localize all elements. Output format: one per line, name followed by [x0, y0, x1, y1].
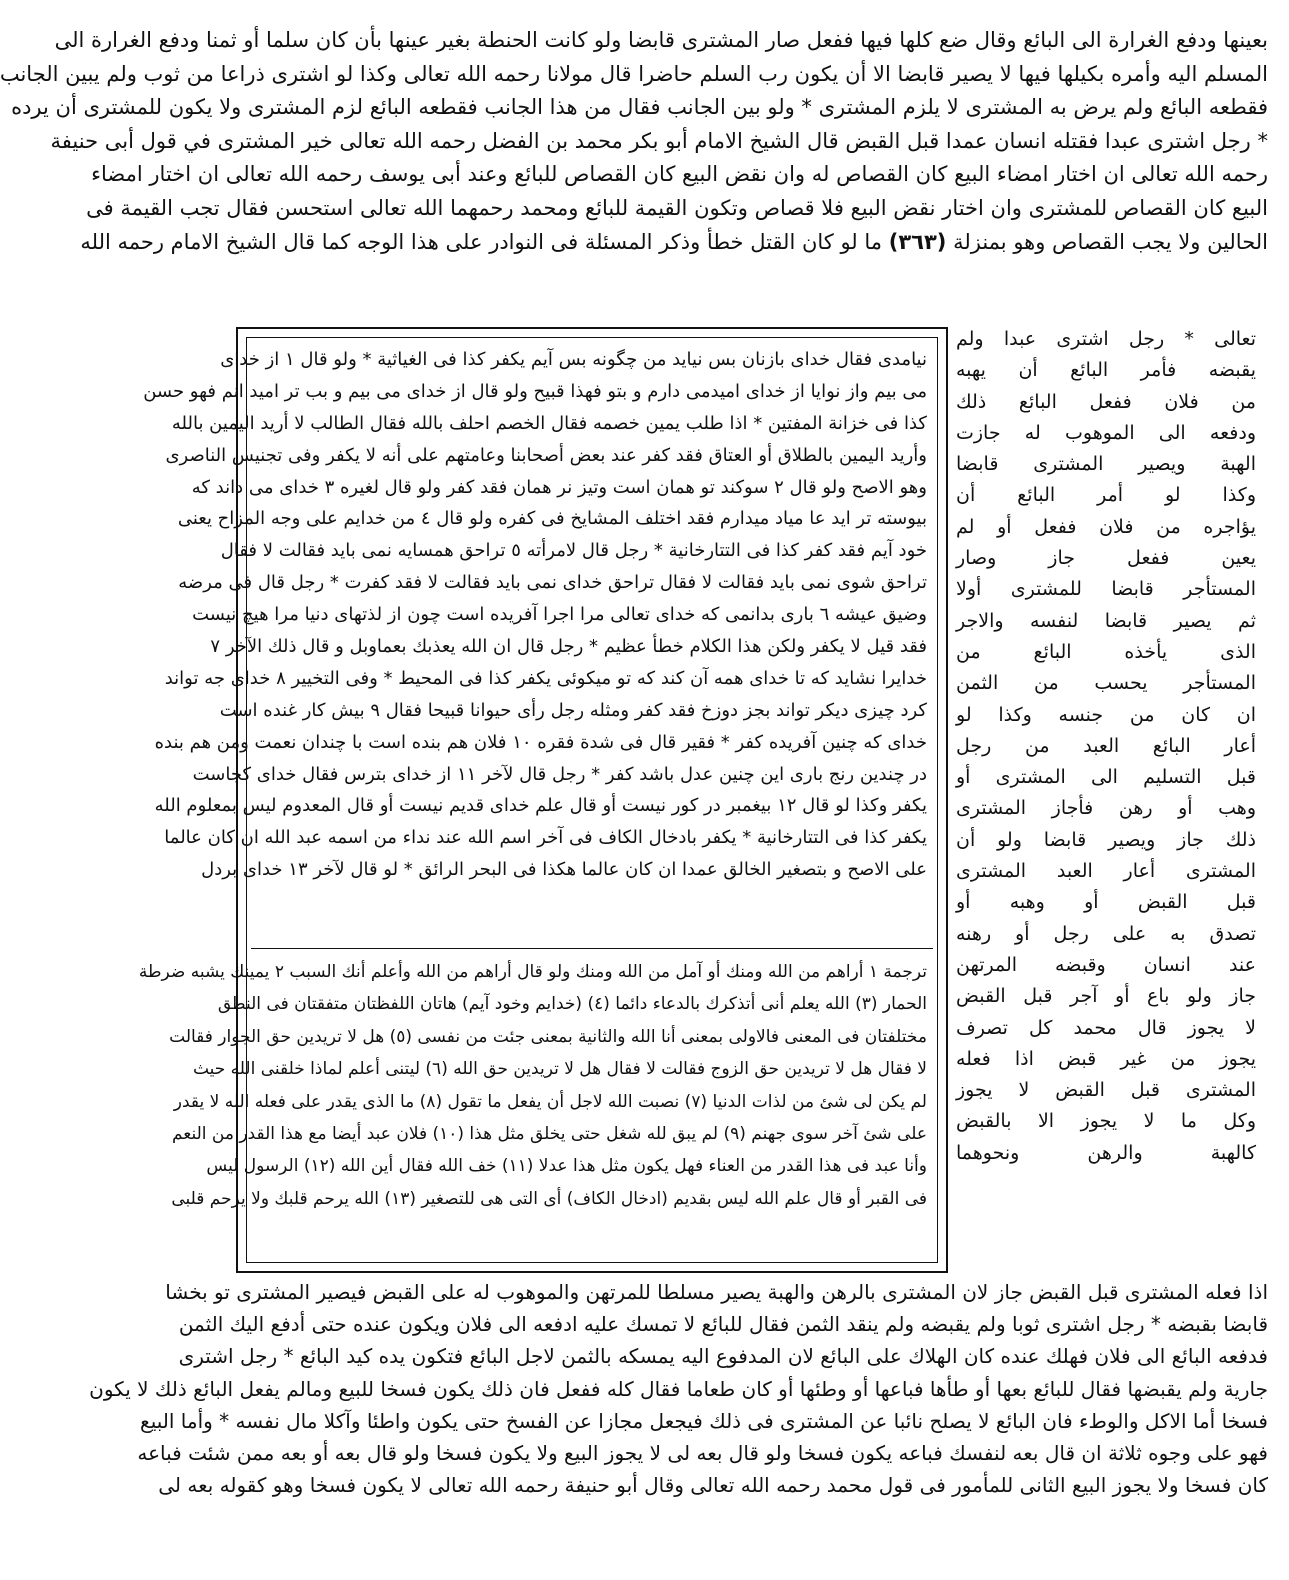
framed-line: كرد چيزى ديكر تواند بجز دوزخ فقد كفر ومثله رجل رأى حيوانا قبيحا فقال ٩ بيش كار غنده است: [219, 699, 927, 721]
note-line: ترجمة ١ أراهم من الله ومنك أو آمل من الله ومنك ولو قال أراهم من الله وأعلم أنك السبب ٢ يمينك يشبه ضرطة: [138, 962, 927, 982]
text-line: البيع كان القصاص للمشترى وان اختار نقض البيع فلا قصاص وتكون القيمة للبائع ومحمد رحمهما الله تعالى استحسن فقال تجب القيمة فى: [86, 195, 1268, 220]
side-line: جاز ولو باع أو آجر قبل القبض: [956, 985, 1256, 1008]
side-line: قبل التسليم الى المشترى أو: [956, 766, 1256, 789]
text-line: فسخا أما الاكل والوطء فان البائع لا يصلح نائبا عن المشترى فى ذلك فيجعل مجازا عن الفسخ حتى يكون واطئا وآكلا مال نفسه * وأما البيع: [140, 1408, 1268, 1433]
text-fragment: ما لو كان القتل خطأ وذكر المسئلة فى النوادر على هذا الوجه كما قال الشيخ الامام رحمه الله: [80, 229, 883, 254]
side-line: يجوز من غير قبض اذا فعله: [956, 1047, 1256, 1070]
note-line: فى القبر أو قال علم الله ليس بقديم (ادخال الكاف) أى التى هى للتصغير (١٣) الله يرحم قلبك ولا يرحم قلبى: [171, 1188, 927, 1209]
side-line: المشترى قبل القبض لا يجوز: [956, 1079, 1256, 1102]
side-line: تصدق به على رجل أو رهنه: [956, 922, 1256, 945]
side-line: قبل القبض أو وهبه أو: [956, 891, 1256, 914]
framed-line: خود آيم فقد كفر كذا فى التتارخانية * رجل قال لامرأته ٥ تراحق همسايه نمى بايد فقالت لا فقال: [220, 540, 927, 562]
translation-notes: [138, 956, 927, 1215]
side-line: وهب أو رهن فأجاز المشترى: [956, 797, 1256, 820]
text-line: اذا فعله المشترى قبل القبض جاز لان المشترى بالرهن والهبة يصير مسلطا للمرتهن والموهوب له على القبض فيصير المشترى تو بخشا: [165, 1280, 1268, 1304]
side-line: المستأجر قابضا للمشترى أولا: [956, 578, 1256, 601]
text-line: المسلم اليه وأمره بكيلها فيها لا يصير قابضا الا أن يكون رب السلم حاضرا قال مولانا رحمه الله تعالى وكذا لو اشترى ذراعا من ثوب ولم يبين الجانب: [0, 61, 1268, 86]
framed-line: مى بيم واز نوايا از خداى اميدمى دارم و بتو فهذا قبيح ولو قال از خداى مى بيم و بب تر اميد انم فهو حسن: [143, 380, 927, 402]
text-line: فدفعه البائع الى فلان فهلك عنده كان الهلاك على البائع لان المدفوع اليه يمسكه بالثمن لاجل البائع فتكون يده كيد البائع * رجل اشترى: [178, 1344, 1268, 1369]
text-line-with-page-number: [80, 226, 1268, 260]
framed-line: وضيق عيشه ٦ بارى بدانمى كه خداى تعالى مرا اجرا آفريده است چون از لذتهاى دنيا مرا هيچ نيست: [192, 604, 927, 626]
text-line: فقطعه البائع ولم يرض به المشترى لا يلزم المشترى * ولو بين الجانب فقال من هذا الجانب فقطعه البائع لزم المشترى ولا يكون للمشترى أن يرده: [11, 95, 1268, 120]
note-line: لم يكن لى شئ من لذات الدنيا (٧) نصبت الله لاجل أن يفعل ما تقول (٨) ما الذى يقدر على فعله الله لا يقدر: [173, 1091, 927, 1112]
text-line: رحمه الله تعالى ان اختار امضاء البيع كان القصاص له وان نقض البيع كان القصاص للبائع وعند أبى يوسف رحمه الله تعالى ان اختار امضاء: [91, 162, 1268, 187]
side-line: ودفعه الى الموهوب له جازت: [956, 421, 1256, 444]
framed-line: يكفر وكذا لو قال ١٢ بيغمبر در كور نيست أو قال علم خداى قديم نيست أو قال المعدوم ليس بمعلوم الله: [154, 795, 927, 817]
text-line: بعينها ودفع الغرارة الى البائع وقال ضع كلها فيها ففعل صار المشترى قابضا ولو كانت الحنطة بغير عينها بأن كان سلما أو ثمنا ودفع الغرارة الى: [54, 28, 1268, 52]
side-line: يعين ففعل جاز وصار: [956, 547, 1256, 570]
text-line: * رجل اشترى عبدا فقتله انسان عمدا قبل القبض قال الشيخ الامام أبو بكر محمد بن الفضل رحمه الله تعالى خير المشترى في قول أبى حنيفة: [50, 128, 1268, 153]
framed-line: وأريد اليمين بالطلاق أو العتاق فقد كفر عند بعض أصحابنا وعامتهم على أنه لا يكفر وفى تجنيس الناصرى: [165, 444, 927, 466]
bottom-paragraph: [89, 1276, 1268, 1501]
framed-line: خداى كه چنين آفريده كفر * فقير قال فى شدة فقره ١٠ فلان هم بنده است با چندان نعمت ومن هم بنده: [154, 731, 927, 753]
side-line: من فلان ففعل البائع ذلك: [956, 390, 1256, 413]
side-line: المستأجر يحسب من الثمن: [956, 672, 1256, 695]
note-line: وأنا عبد فى هذا القدر من العناء فهل يكون مثل هذا عدلا (١١) خف الله فقال أين الله (١٢) الرسول ليس: [206, 1156, 927, 1177]
framed-line: على الاصح و بتصغير الخالق عمدا ان كان عالما هكذا فى البحر الرائق * لو قال لآخر ١٣ خداى بردل: [201, 859, 927, 881]
side-line: وكل ما لا يجوز الا بالقبض: [956, 1110, 1256, 1133]
note-line: على شئ آخر سوى جهنم (٩) لم يبق لله شغل حتى يخلق مثل هذا (١٠) فلان عبد أيضا مع هذا القدر من النعم: [171, 1123, 927, 1144]
side-line: ان كان من جنسه وكذا لو: [956, 703, 1256, 726]
framed-line: نيامدى فقال خداى بازنان بس نيايد من چگونه بس آيم يكفر كذا فى الغياثية * ولو قال ١ از خداى: [220, 349, 927, 370]
side-line: تعالى * رجل اشترى عبدا ولم: [956, 328, 1256, 350]
framed-line: خدايرا نشايد كه تا خداى همه آن كند كه تو ميكوئى يكفر كذا فى المحيط * وفى التخيير ٨ خداى جه تواند: [164, 667, 927, 689]
framed-line: يكفر كذا فى التتارخانية * يكفر بادخال الكاف فى آخر اسم الله عند نداء من اسمه عبد الله ان كان عالما: [164, 827, 927, 849]
side-line: يؤاجره من فلان ففعل أو لم: [956, 515, 1256, 538]
framed-line: در چندين رنج بارى اين چنين عدل باشد كفر * رجل قال لآخر ١١ از خداى بترس فقال خداى كجاست: [192, 763, 927, 785]
side-line: عند انسان وقبضه المرتهن: [956, 953, 1256, 976]
side-line: ذلك جاز ويصير قابضا ولو أن: [956, 828, 1256, 851]
section-divider: [251, 948, 933, 949]
framed-line: وهو الاصح ولو قال ٢ سوكند تو همان است وتيز نر همان فقد كفر ولو قال لغيره ٣ خداى مى داند كه: [191, 476, 927, 498]
note-line: مختلفتان فى المعنى فالاولى بمعنى أنا الله والثانية بمعنى جئت من نفسى (٥) هل لا تريدين حق الجوار فقالت: [169, 1026, 927, 1047]
top-paragraph: [0, 24, 1268, 259]
text-line: فهو على وجوه ثلاثة ان قال بعه لنفسك فباعه يكون فسخا ولو قال بعه لى لا يجوز البيع ولا يكون فسخا ولو قال بعه أو بعه ممن شئت فباعه: [137, 1440, 1268, 1465]
side-line: وكذا لو أمر البائع أن: [956, 484, 1256, 507]
framed-line: تراحق شوى نمى بايد فقالت لا فقال تراحق خداى نمى بايد فقالت لا فقد كفرت * رجل قال فى مرضه: [178, 572, 927, 594]
side-line: لا يجوز قال محمد كل تصرف: [956, 1016, 1256, 1039]
text-fragment: الحالين ولا يجب القصاص وهو بمنزلة: [953, 229, 1268, 254]
framed-line: بيوسته تر ايد عا مياد ميدارم فقد اختلف المشايخ فى كفره ولو قال ٤ من خدايم على وجه المزاح يعنى: [177, 508, 927, 530]
framed-main-text: [143, 344, 927, 886]
framed-line: فقد قيل لا يكفر ولكن هذا الكلام خطأ عظيم * رجل قال ان الله يعذبك بعماوبل و قال ذلك الآخر ٧: [210, 636, 927, 658]
note-line: الحمار (٣) الله يعلم أنى أتذكرك بالدعاء دائما (٤) (خدايم وخود آيم) هاتان اللفظتان متفقتان فى النطق: [217, 994, 927, 1015]
text-line: قابضا بقبضه * رجل اشترى ثوبا ولم يقبضه ولم ينقد الثمن فقال للبائع لا تمسك عليه ادفعه الى فلان ويكون عنده حتى أدفع اليك الثمن: [178, 1312, 1268, 1337]
framed-line: كذا فى خزانة المفتين * اذا طلب يمين خصمه فقال الخصم احلف بالله فقال الطالب لا أريد اليمين بالله: [171, 412, 927, 434]
side-column: [956, 324, 1256, 1169]
text-line: كان فسخا ولا يجوز البيع الثانى للمأمور فى قول محمد رحمه الله تعالى وقال أبو حنيفة رحمه الله تعالى لا يكون فسخا وهو كقوله بعه لى: [158, 1473, 1268, 1498]
note-line: لا فقال هل لا تريدين حق الزوج فقالت لا فقال هل لا تريدين حق الله (٦) ليتنى أعلم لماذا خلقنى الله حيث: [192, 1059, 927, 1080]
side-line: كالهبة والرهن ونحوهما: [956, 1141, 1256, 1164]
framed-text-box: [138, 327, 948, 1273]
side-line: الهبة ويصير المشترى قابضا: [956, 453, 1256, 476]
text-line: جارية ولم يقبضها فقال للبائع بعها أو طأها فباعها أو وطئها أو كان طعاما فقال كله ففعل فان ذلك يكون فسخا للبيع ومالم يفعل البائع ذلك لا يكون: [89, 1376, 1268, 1401]
inner-frame: [138, 337, 938, 1263]
side-line: المشترى أعار العبد المشترى: [956, 860, 1256, 883]
side-line: ثم يصير قابضا لنفسه والاجر: [956, 609, 1256, 632]
side-line: الذى يأخذه البائع من: [956, 640, 1256, 663]
page-number: (٣٦٣): [888, 229, 947, 254]
side-line: أعار البائع العبد من رجل: [956, 734, 1256, 757]
side-line: يقبضه فأمر البائع أن يهبه: [956, 359, 1256, 382]
